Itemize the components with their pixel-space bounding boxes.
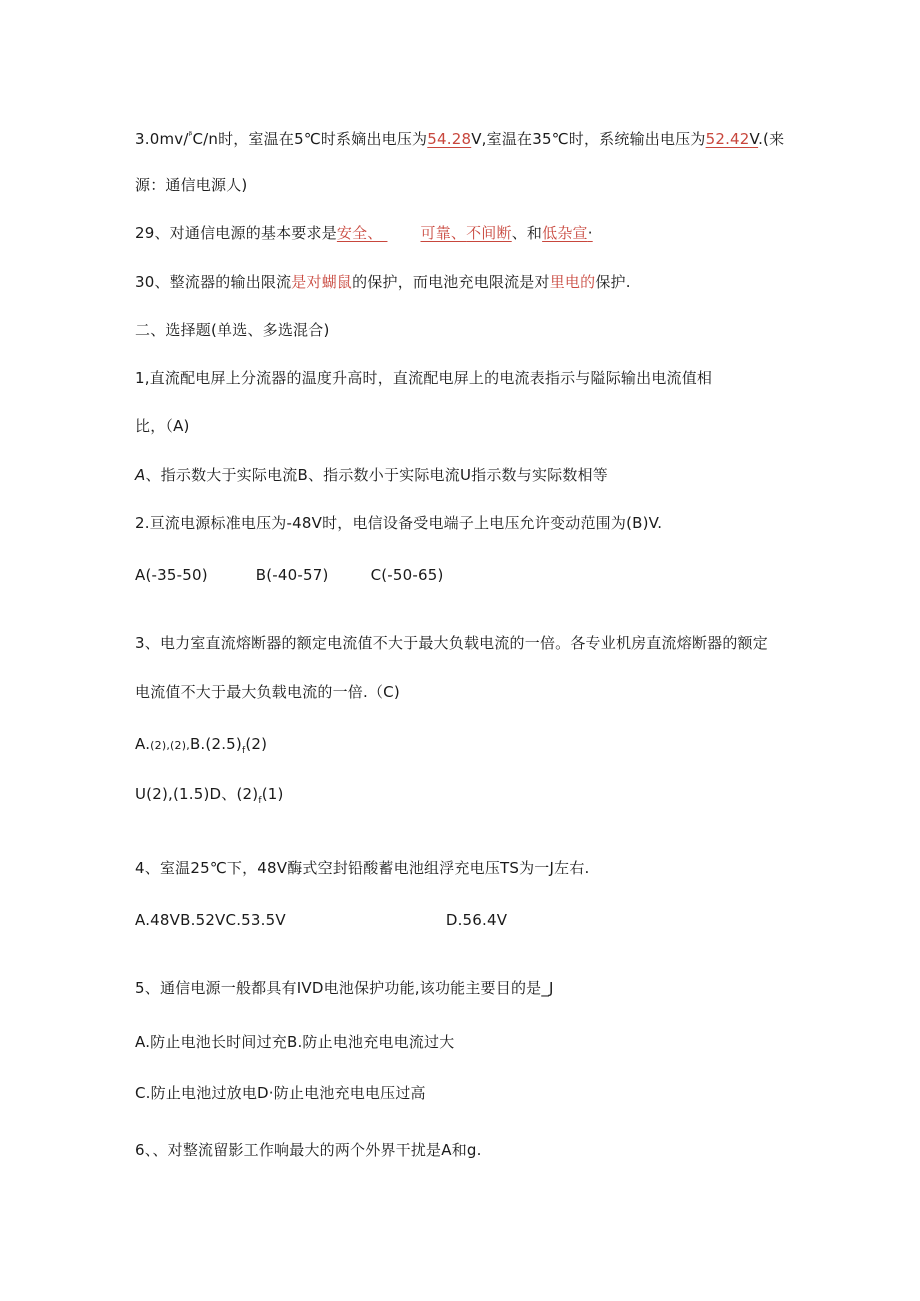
answer-bujianduan: 不间断 bbox=[466, 224, 512, 242]
question-1: 1,直流配电屏上分流器的温度升高时，直流配电屏上的电流表指示与隘际输出电流值相 bbox=[135, 369, 713, 387]
answer-duihudie: 是对蝴鼠 bbox=[291, 273, 353, 291]
text-line-1: 3.0mv/$^ᵝ$C/n时，室温在5℃时系嫡出电压为54.28V,室温在35℃时，系统输出电压为52.42V.(来 bbox=[135, 130, 785, 148]
section-heading: 二、选择题(单选、多选混合) bbox=[135, 321, 330, 339]
question-5: 5、通信电源一般都具有IVD电池保护功能,该功能主要目的是_J bbox=[135, 979, 554, 997]
question-3: 3、电力室直流熔断器的额定电流值不大于最大负载电流的一倍。各专业机房直流熔断器的额定 bbox=[135, 634, 768, 652]
question-2: 2.亘流电源标准电压为-48V时，电信设备受电端子上电压允许变动范围为(B)V. bbox=[135, 514, 663, 532]
question-2-options: A(-35-50) B(-40-57) C(-50-65) bbox=[135, 566, 444, 584]
answer-lidian: 里电的 bbox=[549, 273, 596, 291]
text-line-30: 30、整流器的输出限流是对蝴鼠的保护，而电池充电限流是对里电的保护. bbox=[135, 273, 631, 291]
question-4-options: A.48VB.52VC.53.5V D.56.4V bbox=[135, 911, 508, 929]
question-3-cont: 电流值不大于最大负载电流的一倍.（C) bbox=[135, 683, 400, 701]
question-3-options-b: U(2),(1.5)D、$(2)_f(1)$ bbox=[135, 785, 284, 806]
answer-anquan: 安全、 bbox=[336, 224, 383, 242]
question-6: 6、、对整流留影工作响最大的两个外界干扰是A和g. bbox=[135, 1141, 482, 1159]
question-5-options-b: C.防止电池过放电D·防止电池充电电压过高 bbox=[135, 1084, 426, 1102]
answer-52-42: 52.42 bbox=[705, 130, 750, 148]
question-5-options-a: A.防止电池长时间过充B.防止电池充电电流过大 bbox=[135, 1033, 455, 1051]
question-1-answer: 比，（A) bbox=[135, 417, 190, 435]
question-3-options-a: $A.(2),(2),B.(2.5)_f(2)$ bbox=[135, 735, 268, 756]
question-4: 4、室温25℃下，48V酶式空封铅酸蓄电池组浮充电压TS为一J左右. bbox=[135, 859, 590, 877]
answer-dizaxuan: 低杂宣 bbox=[542, 224, 588, 242]
answer-kekao: 可靠、 bbox=[420, 224, 467, 242]
answer-54-28: 54.28 bbox=[427, 130, 472, 148]
text-line-2: 源：通信电源人) bbox=[135, 176, 248, 194]
question-1-options: A、指示数大于实际电流B、指示数小于实际电流U指示数与实际数相等 bbox=[135, 466, 608, 484]
text-line-29: 29、对通信电源的基本要求是安全、 可靠、不间断、和低杂宣· bbox=[135, 224, 593, 242]
